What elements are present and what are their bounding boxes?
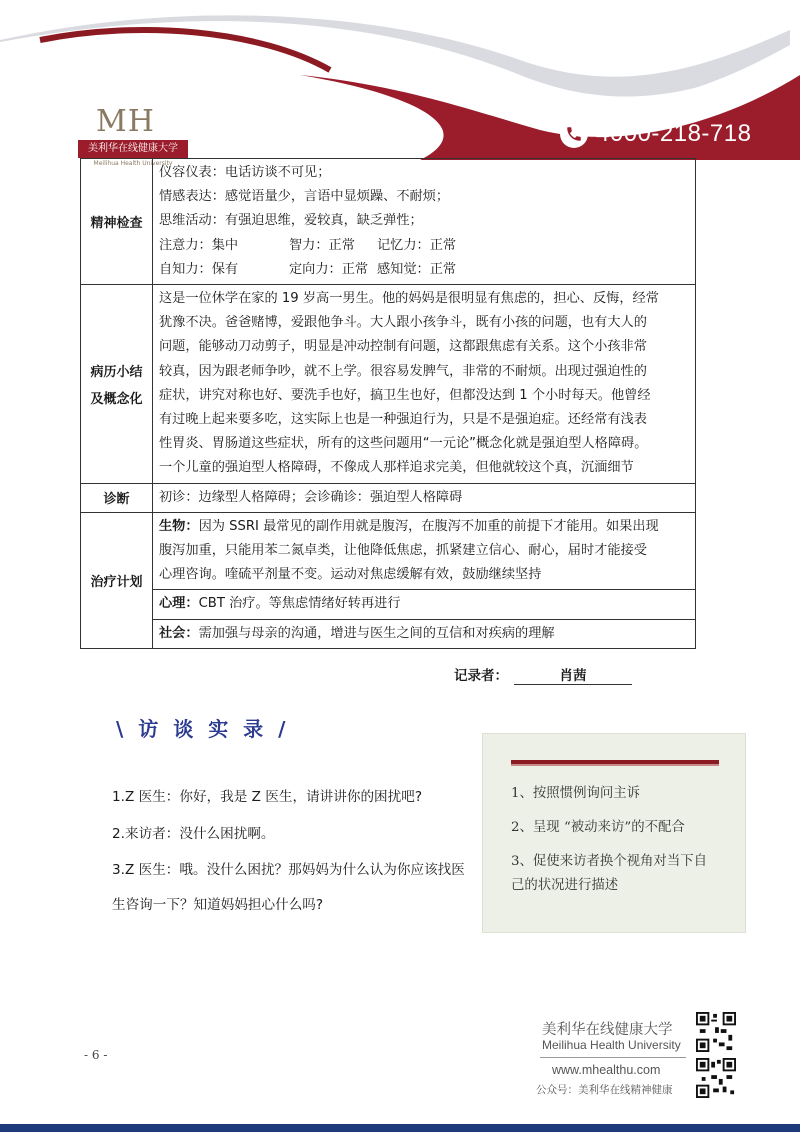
- summary-line: 症状，讲究对称也好、要洗手也好，搞卫生也好，但都没达到 1 个小时每天。他曾经: [159, 387, 651, 403]
- mental-content: [153, 159, 696, 285]
- summary-content: [153, 285, 696, 484]
- row-label-line: 病历小结: [90, 364, 143, 380]
- hotline[interactable]: [560, 120, 751, 148]
- bio-content: [153, 512, 696, 590]
- dialog-line: 2.来访者：没什么困扰啊。: [112, 826, 275, 842]
- table-row-summary: [81, 285, 696, 484]
- mental-line-grid: [159, 258, 689, 282]
- row-label-mental: 精神检查: [81, 159, 153, 285]
- summary-line: 性胃炎、胃肠道这些症状，所有的这些问题用“一元论”概念化就是强迫型人格障碍。: [159, 436, 648, 452]
- table-row-psych: [81, 590, 696, 619]
- psych-head: 心理：: [159, 596, 199, 612]
- qr-code-icon[interactable]: [696, 1012, 736, 1052]
- logo-subtitle: Meilihua Health University: [93, 160, 173, 167]
- bio-line: 心理咨询。喹硫平剂量不变。运动对焦虑缓解有效，鼓励继续坚持: [159, 567, 542, 583]
- recorder-name: 肖茜: [514, 664, 632, 685]
- bio-line: [159, 515, 689, 539]
- orientation: 定向力：正常: [289, 261, 369, 277]
- intelligence: 智力：正常: [289, 237, 355, 253]
- summary-line: 较真，因为跟老师争吵，就不上学。很容易发脾气，非常的不耐烦。出现过强迫性的: [159, 363, 647, 379]
- footer-website[interactable]: www.mhealthu.com: [552, 1063, 661, 1077]
- bio-line: 腹泻加重，只能用苯二氮卓类，让他降低焦虑，抓紧建立信心、耐心，届时才能接受: [159, 543, 647, 559]
- psych-text: CBT 治疗。等焦虑情绪好转再进行: [198, 596, 401, 612]
- page-number: - 6 -: [84, 1048, 108, 1062]
- case-table: [80, 158, 696, 649]
- footer-divider: [540, 1057, 686, 1058]
- row-label-treatment: 治疗计划: [81, 512, 153, 648]
- attention: 注意力：集中: [159, 237, 239, 253]
- perception: 感知觉：正常: [377, 261, 457, 277]
- bio-text: 因为 SSRI 最常见的副作用就是腹泻，在腹泻不加重的前提下才能用。如果出现: [198, 518, 659, 534]
- note-item: 2、呈现 “被动来访”的不配合: [511, 820, 685, 835]
- row-label-summary: [81, 285, 153, 484]
- qr-code-icon[interactable]: [696, 1058, 736, 1098]
- table-row-bio: [81, 512, 696, 590]
- row-label-line: 及概念化: [90, 391, 143, 407]
- note-item: 1、按照惯例询问主诉: [511, 786, 641, 801]
- phone-number: 4000-218-718: [596, 120, 752, 147]
- logo-ribbon: 美利华在线健康大学: [78, 140, 188, 158]
- table-row-social: [81, 619, 696, 648]
- mental-line: 仪容仪表：电话访谈不可见；: [159, 165, 331, 180]
- insight: 自知力：保有: [159, 261, 239, 277]
- logo-mark: MH: [96, 104, 155, 139]
- note-divider: [511, 760, 719, 766]
- recorder: [454, 664, 632, 685]
- memory: 记忆力：正常: [377, 237, 457, 253]
- social-head: 社会：: [159, 625, 199, 641]
- note-item: 3、促使来访者换个视角对当下自: [511, 854, 707, 869]
- dialog-line: 生咨询一下？知道妈妈担心什么吗?: [112, 897, 324, 913]
- footer-wechat: 公众号：美利华在线精神健康: [536, 1084, 673, 1096]
- note-item: 己的状况进行描述: [511, 878, 619, 893]
- summary-line: 一个儿童的强迫型人格障碍，不像成人那样追求完美，但他就较这个真，沉湎细节: [159, 460, 634, 476]
- section-title: \ 访 谈 实 录 /: [116, 717, 290, 741]
- row-label-diagnosis: 诊断: [81, 483, 153, 512]
- mental-line: 思维活动：有强迫思维，爱较真，缺乏弹性；: [159, 213, 423, 229]
- dialog-line: 3.Z 医生：哦。没什么困扰？那妈妈为什么认为你应该找医: [112, 862, 465, 878]
- mental-line-grid: [159, 234, 689, 258]
- note-box: [482, 733, 746, 933]
- table-row-mental: [81, 159, 696, 285]
- summary-line: 这是一位休学在家的 19 岁高一男生。他的妈妈是很明显有焦虑的，担心、反悔，经常: [159, 291, 659, 307]
- summary-line: 有过晚上起来要多吃，这实际上也是一种强迫行为，只是不是强迫症。还经常有浅表: [159, 412, 647, 428]
- mental-line: 情感表达：感觉语量少，言语中显烦躁、不耐烦；: [159, 189, 450, 205]
- bio-head: 生物：: [159, 518, 199, 534]
- footer-brand-cn: 美利华在线健康大学: [542, 1022, 673, 1038]
- social-text: 需加强与母亲的沟通，增进与医生之间的互信和对疾病的理解: [198, 625, 555, 641]
- dialog-line: 1.Z 医生：你好，我是 Z 医生，请讲讲你的困扰吧?: [112, 789, 423, 805]
- table-row-diagnosis: [81, 483, 696, 512]
- summary-line: 犹豫不决。爸爸赌博，爱跟他争斗。大人跟小孩争斗，既有小孩的问题，也有大人的: [159, 315, 647, 331]
- footer-brand-en: Meilihua Health University: [542, 1038, 681, 1052]
- recorder-label: 记录者：: [454, 668, 508, 684]
- summary-line: 问题，能够动刀动剪子，明显是冲动控制有问题，这都跟焦虑有关系。这个小孩非常: [159, 339, 647, 355]
- psych-content: [153, 590, 696, 619]
- social-content: [153, 619, 696, 648]
- phone-icon: [560, 120, 588, 148]
- diagnosis-content: 初诊：边缘型人格障碍；会诊确诊：强迫型人格障碍: [153, 483, 696, 512]
- bottom-band: [0, 1124, 800, 1132]
